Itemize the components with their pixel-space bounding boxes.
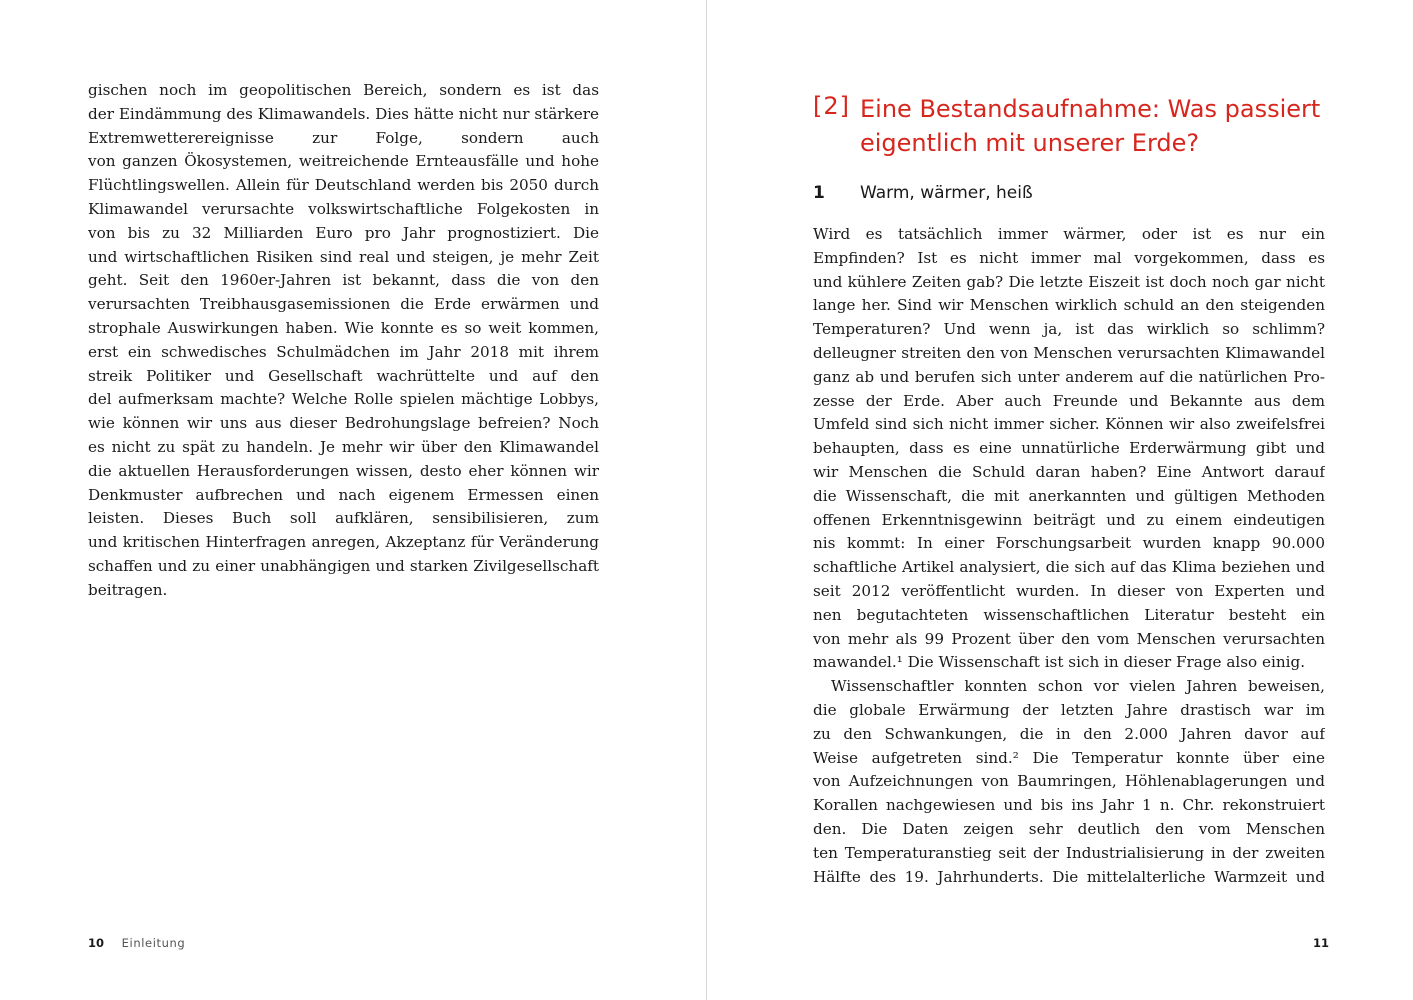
chapter-number: [2] [813, 92, 850, 120]
text-line: gischen noch im geopolitischen Bereich, sondern es ist das [88, 81, 599, 99]
text-line: die aktuellen Herausforderungen wissen, desto eher können wir [88, 461, 599, 480]
text-line: ten Temperaturanstieg seit der Industrialisierung in der zweiten [813, 843, 1325, 862]
text-line: Weise aufgetreten sind.² Die Temperatur konnte über eine [813, 748, 1325, 767]
text-line: del aufmerksam machte? Welche Rolle spielen mächtige Lobbys, [88, 390, 599, 409]
text-line: Wird es tatsächlich immer wärmer, oder ist es nur ein [813, 225, 1325, 243]
text-line: es nicht zu spät zu handeln. Je mehr wir über den Klimawandel [88, 437, 599, 456]
text-line: ganz ab und berufen sich unter anderem auf die natürlichen Pro- [813, 367, 1325, 386]
text-line: zu den Schwankungen, die in den 2.000 Jahren davor auf [813, 724, 1325, 743]
text-line: und kritischen Hinterfragen anregen, Akzeptanz für Veränderung [88, 533, 599, 552]
text-line: den. Die Daten zeigen sehr deutlich den vom Menschen [813, 819, 1325, 838]
left-page [0, 0, 706, 1000]
chapter-title-line: eigentlich mit unserer Erde? [860, 129, 1200, 157]
text-line: schaffen und zu einer unabhängigen und starken Zivilgesellschaft [88, 556, 599, 575]
text-line: und wirtschaftlichen Risiken sind real und steigen, je mehr Zeit [88, 247, 599, 266]
section-number: 1 [813, 183, 825, 203]
text-line: wie können wir uns aus dieser Bedrohungslage befreien? Noch [88, 414, 599, 433]
page-number: 10 [88, 936, 105, 950]
text-line: Umfeld sind sich nicht immer sicher. Können wir also zweifelsfrei [813, 415, 1325, 434]
text-line: schaftliche Artikel analysiert, die sich auf das Klima beziehen und [813, 558, 1325, 577]
right-body-text [813, 223, 1325, 889]
text-line: beitragen. [88, 580, 168, 599]
text-line: delleugner streiten den von Menschen verursachten Klimawandel [813, 343, 1325, 362]
page-number: 11 [1313, 936, 1330, 950]
left-body-text [88, 79, 599, 603]
text-line: von bis zu 32 Milliarden Euro pro Jahr prognostiziert. Die [88, 223, 599, 242]
text-line: seit 2012 veröffentlicht wurden. In dieser von Experten und [813, 581, 1325, 600]
text-line: streik Politiker und Gesellschaft wachrüttelte und auf den [88, 366, 599, 385]
right-footer [1313, 936, 1329, 950]
text-line: zesse der Erde. Aber auch Freunde und Bekannte aus dem [813, 391, 1325, 410]
text-line: offenen Erkenntnisgewinn beiträgt und zu einem eindeutigen [813, 510, 1325, 529]
text-line: lange her. Sind wir Menschen wirklich schuld an den steigenden [813, 296, 1325, 315]
text-line: leisten. Dieses Buch soll aufklären, sensibilisieren, zum [88, 509, 599, 528]
text-line: Empfinden? Ist es nicht immer mal vorgekommen, dass es [813, 248, 1325, 267]
text-line: von Aufzeichnungen von Baumringen, Höhlenablagerungen und [813, 772, 1325, 791]
text-line: mawandel.¹ Die Wissenschaft ist sich in dieser Frage also einig. [813, 653, 1306, 672]
text-line: Temperaturen? Und wenn ja, ist das wirklich so schlimm? [813, 320, 1325, 339]
text-line: und kühlere Zeiten gab? Die letzte Eiszeit ist doch noch gar nicht [813, 272, 1325, 291]
text-line: geht. Seit den 1960er-Jahren ist bekannt, dass die von den [88, 271, 599, 290]
text-line: Korallen nachgewiesen und bis ins Jahr 1 n. Chr. rekonstruiert [813, 796, 1325, 815]
text-line: Klimawandel verursachte volkswirtschaftliche Folgekosten in [88, 199, 599, 218]
text-line: erst ein schwedisches Schulmädchen im Jahr 2018 mit ihrem [88, 342, 599, 361]
text-line: wir Menschen die Schuld daran haben? Eine Antwort darauf [813, 462, 1325, 481]
text-line: Wissenschaftler konnten schon vor vielen Jahren beweisen, [831, 677, 1325, 696]
text-line: die globale Erwärmung der letzten Jahre drastisch war im [813, 700, 1325, 719]
text-line: Hälfte des 19. Jahrhunderts. Die mittelalterliche Warmzeit und [813, 867, 1325, 886]
left-footer [88, 936, 185, 950]
text-line: nen begutachteten wissenschaftlichen Literatur besteht ein [813, 605, 1325, 624]
text-line: nis kommt: In einer Forschungsarbeit wurden knapp 90.000 [813, 534, 1325, 553]
right-page [707, 0, 1413, 1000]
text-line: von mehr als 99 Prozent über den vom Menschen verursachten [813, 629, 1325, 648]
text-line: Extremwetterereignisse zur Folge, sondern auch [88, 128, 599, 147]
section-title: Warm, wärmer, heiß [860, 183, 1033, 203]
text-line: die Wissenschaft, die mit anerkannten und gültigen Methoden [813, 486, 1325, 505]
text-line: von ganzen Ökosystemen, weitreichende Ernteausfälle und hohe [88, 152, 599, 171]
chapter-title [860, 92, 1340, 160]
text-line: Flüchtlingswellen. Allein für Deutschland werden bis 2050 durch [88, 176, 599, 195]
running-header-label: Einleitung [121, 936, 186, 950]
text-line: strophale Auswirkungen haben. Wie konnte es so weit kommen, [88, 318, 599, 337]
text-line: Denkmuster aufbrechen und nach eigenem Ermessen einen [88, 485, 599, 504]
text-line: behaupten, dass es eine unnatürliche Erderwärmung gibt und [813, 439, 1325, 458]
chapter-title-line: Eine Bestandsaufnahme: Was passiert [860, 95, 1321, 123]
text-line: verursachten Treibhausgasemissionen die Erde erwärmen und [88, 295, 599, 314]
text-line: der Eindämmung des Klimawandels. Dies hätte nicht nur stärkere [88, 104, 599, 123]
